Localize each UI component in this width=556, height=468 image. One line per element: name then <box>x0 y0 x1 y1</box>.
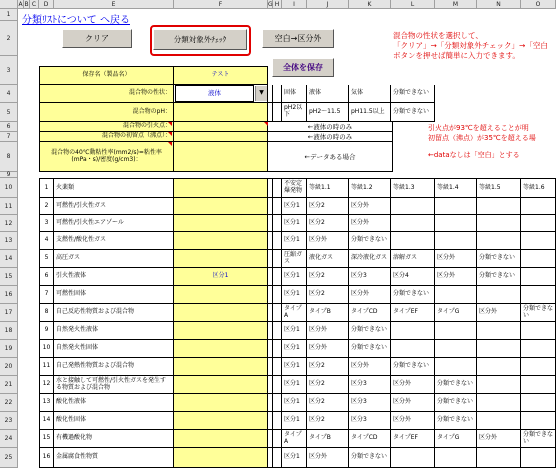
side-note-3: ←dataなしは「空白」とする <box>428 151 520 159</box>
row-header[interactable]: 3 <box>0 56 18 85</box>
category-cell[interactable] <box>477 232 521 250</box>
category-cell[interactable]: 圧縮ガス <box>282 250 307 268</box>
category-cell[interactable]: 区分外 <box>349 358 391 376</box>
row-header[interactable]: 19 <box>0 340 18 358</box>
row-header[interactable]: 9 <box>0 172 18 178</box>
instruction-line-2: 「クリア」→「分類対象外チェック」→「空白 <box>393 41 548 51</box>
category-cell[interactable]: 等級1.3 <box>391 178 435 198</box>
row-header[interactable]: 5 <box>0 103 18 122</box>
category-cell[interactable]: 液化ガス <box>307 250 349 268</box>
hazard-result[interactable] <box>174 448 268 468</box>
category-cell[interactable]: 分類できない <box>435 412 477 430</box>
hazard-name: 可燃性固体 <box>54 286 174 304</box>
spacer-cell <box>273 304 282 322</box>
category-cell[interactable]: 区分2 <box>307 215 349 232</box>
row-header[interactable]: 7 <box>0 132 18 142</box>
category-cell[interactable]: 等級1.4 <box>435 178 477 198</box>
category-cell[interactable] <box>521 376 556 394</box>
spacer-cell <box>273 286 282 304</box>
column-header[interactable]: H <box>273 0 282 9</box>
category-cell[interactable]: 分類できない <box>349 448 391 468</box>
hazard-name: 酸化性固体 <box>54 412 174 430</box>
hazard-number: 12 <box>39 376 54 394</box>
category-cell[interactable]: タイプEF <box>391 304 435 322</box>
row-header[interactable]: 15 <box>0 268 18 286</box>
side-note-2: 初留点（沸点）が35℃を超える場 <box>428 134 536 142</box>
category-cell[interactable]: 分類できない <box>521 430 556 448</box>
row-header[interactable]: 18 <box>0 322 18 340</box>
property-label: 混合物の性状： <box>39 85 174 103</box>
category-cell[interactable] <box>521 286 556 304</box>
category-cell[interactable] <box>435 198 477 215</box>
back-link[interactable]: 分類ﾘｽﾄについて へ戻る <box>22 15 130 26</box>
spacer-cell <box>273 178 282 198</box>
row-header[interactable]: 13 <box>0 232 18 250</box>
category-cell[interactable]: 区分1 <box>282 198 307 215</box>
hazard-number: 11 <box>39 358 54 376</box>
category-cell[interactable]: タイプA <box>282 430 307 448</box>
category-cell[interactable]: 分類できない <box>391 286 435 304</box>
row-header[interactable]: 24 <box>0 430 18 448</box>
category-cell[interactable] <box>477 286 521 304</box>
category-cell[interactable] <box>391 198 435 215</box>
category-cell[interactable] <box>391 448 435 468</box>
hazard-result[interactable] <box>174 322 268 340</box>
hazard-result[interactable] <box>174 250 268 268</box>
category-cell[interactable] <box>521 322 556 340</box>
category-cell[interactable]: 分類できない <box>349 340 391 358</box>
category-cell[interactable]: 区分3 <box>349 268 391 286</box>
category-cell[interactable]: 区分外 <box>307 322 349 340</box>
spacer-cell <box>273 358 282 376</box>
column-header[interactable]: C <box>30 0 39 9</box>
column-header[interactable]: G <box>268 1 273 8</box>
category-cell[interactable]: 区分1 <box>282 448 307 468</box>
hazard-number: 4 <box>39 232 54 250</box>
category-cell[interactable]: 分類できない <box>477 268 521 286</box>
category-cell[interactable]: 区分外 <box>349 215 391 232</box>
viscosity-label: 混合物の40℃動粘性率(mm2/s)=粘性率(mPa・s)/密度(g/cm3)： <box>39 142 174 172</box>
hazard-name: 火薬類 <box>54 178 174 198</box>
state-cell: 分類できない <box>391 85 435 103</box>
spacer-cell <box>273 448 282 468</box>
row-header[interactable]: 10 <box>0 178 18 198</box>
hazard-result[interactable] <box>174 198 268 215</box>
row-header[interactable]: 21 <box>0 376 18 394</box>
category-cell[interactable]: 不安定爆発物 <box>282 178 307 198</box>
row-header[interactable]: 20 <box>0 358 18 376</box>
hazard-name: 自己発熱性物質および混合物 <box>54 358 174 376</box>
boiling-point-input[interactable] <box>174 132 268 142</box>
category-cell[interactable] <box>477 215 521 232</box>
category-cell[interactable]: 分類できない <box>435 394 477 412</box>
category-cell[interactable]: タイプB <box>307 430 349 448</box>
spacer-cell <box>273 322 282 340</box>
state-cell: 固体 <box>282 85 307 103</box>
category-cell[interactable]: 区分外 <box>477 304 521 322</box>
comment-marker-icon[interactable] <box>168 142 172 146</box>
category-cell[interactable]: 区分外 <box>435 268 477 286</box>
instruction-line-1: 混合物の性状を選択して、 <box>393 31 483 40</box>
hazard-result[interactable] <box>174 286 268 304</box>
flash-liquid-note: ←液体の時のみ <box>268 122 393 132</box>
column-header[interactable]: E <box>54 0 174 9</box>
spacer-cell <box>273 85 282 103</box>
spacer-cell <box>273 376 282 394</box>
row-header[interactable]: 12 <box>0 215 18 232</box>
category-cell[interactable]: 溶解ガス <box>391 250 435 268</box>
category-cell[interactable]: 区分1 <box>282 322 307 340</box>
hazard-name: 可燃性/引火性エアゾール <box>54 215 174 232</box>
column-header[interactable]: L <box>391 0 435 9</box>
hazard-number: 10 <box>39 340 54 358</box>
hazard-number: 7 <box>39 286 54 304</box>
instruction-text <box>393 31 556 61</box>
hazard-result[interactable] <box>174 340 268 358</box>
hazard-name: 金属腐食性物質 <box>54 448 174 468</box>
ph-label: 混合物のpH： <box>39 103 174 122</box>
category-cell[interactable] <box>477 198 521 215</box>
row-header[interactable]: 4 <box>0 85 18 103</box>
property-select-value[interactable]: 液体 <box>175 85 254 102</box>
category-cell[interactable]: タイプG <box>435 430 477 448</box>
category-cell[interactable]: 区分外 <box>307 448 349 468</box>
category-cell[interactable]: 区分2 <box>307 412 349 430</box>
category-cell[interactable] <box>391 232 435 250</box>
hazard-number: 3 <box>39 215 54 232</box>
category-cell[interactable]: 区分1 <box>282 394 307 412</box>
boiling-point-label: 混合物の初留点（沸点）： <box>39 132 174 142</box>
category-cell[interactable]: 区分外 <box>307 232 349 250</box>
category-cell[interactable] <box>521 268 556 286</box>
exclusion-check-button[interactable]: 分類対象外ﾁｪｯｸ <box>153 29 247 50</box>
ph-range-cell: 分類できない <box>391 103 435 122</box>
category-cell[interactable] <box>477 448 521 468</box>
column-header[interactable]: M <box>435 0 477 9</box>
category-cell[interactable] <box>391 340 435 358</box>
category-cell[interactable]: 区分1 <box>282 268 307 286</box>
blank-to-out-button[interactable]: 空白→区分外 <box>262 29 334 48</box>
column-header[interactable]: F <box>174 0 268 9</box>
spacer-cell <box>273 430 282 448</box>
category-cell[interactable]: 分類できない <box>349 232 391 250</box>
hazard-number: 1 <box>39 178 54 198</box>
column-header[interactable]: A <box>18 1 23 8</box>
category-cell[interactable] <box>391 322 435 340</box>
comment-marker-icon[interactable] <box>168 122 172 126</box>
category-cell[interactable]: タイプG <box>435 304 477 322</box>
category-cell[interactable] <box>521 412 556 430</box>
category-cell[interactable]: 区分1 <box>282 412 307 430</box>
hazard-name: 自然発火性固体 <box>54 340 174 358</box>
category-cell[interactable] <box>521 448 556 468</box>
category-cell[interactable]: 等級1.1 <box>307 178 349 198</box>
instruction-line-3: ボタンを押せば簡単に入力できます。 <box>393 51 520 61</box>
flash-point-input[interactable] <box>174 122 268 132</box>
category-cell[interactable]: 区分2 <box>307 376 349 394</box>
category-cell[interactable]: 区分2 <box>307 198 349 215</box>
side-note-1: 引火点が93℃を超えることが明 <box>428 124 529 132</box>
row-header[interactable]: 2 <box>0 21 18 56</box>
hazard-result[interactable] <box>174 358 268 376</box>
spacer-cell <box>273 215 282 232</box>
ph-range-cell: pH11.5以上 <box>349 103 391 122</box>
hazard-number: 6 <box>39 268 54 286</box>
row-header[interactable]: 1 <box>0 9 18 21</box>
category-cell[interactable]: 分類できない <box>521 304 556 322</box>
hazard-name: 支燃性/酸化性ガス <box>54 232 174 250</box>
flash-point-label: 混合物の引火点： <box>39 122 174 132</box>
hazard-number: 14 <box>39 412 54 430</box>
category-cell[interactable] <box>521 340 556 358</box>
data-exists-note: ←データある場合 <box>268 142 393 172</box>
category-cell[interactable]: 区分外 <box>435 250 477 268</box>
category-cell[interactable]: 区分外 <box>477 430 521 448</box>
category-cell[interactable]: 区分2 <box>307 286 349 304</box>
category-cell[interactable]: 区分4 <box>391 268 435 286</box>
category-cell[interactable]: 区分3 <box>349 376 391 394</box>
category-cell[interactable]: 等級1.6 <box>521 178 556 198</box>
category-cell[interactable]: 分類できない <box>391 358 435 376</box>
category-cell[interactable]: 区分2 <box>307 268 349 286</box>
category-cell[interactable] <box>391 215 435 232</box>
boiling-liquid-note: ←液体の時のみ <box>268 132 393 142</box>
category-cell[interactable]: 区分1 <box>282 215 307 232</box>
hazard-number: 2 <box>39 198 54 215</box>
hazard-result[interactable] <box>174 304 268 322</box>
comment-marker-icon[interactable] <box>168 132 172 136</box>
spacer-cell <box>273 232 282 250</box>
category-cell[interactable]: 区分外 <box>391 376 435 394</box>
hazard-name: 高圧ガス <box>54 250 174 268</box>
hazard-name: 有機過酸化物 <box>54 430 174 448</box>
category-cell[interactable]: 区分外 <box>349 198 391 215</box>
hazard-result[interactable] <box>174 394 268 412</box>
product-name-label: 保存名（製品名） <box>39 66 174 85</box>
spacer-cell <box>273 268 282 286</box>
ph-input[interactable] <box>174 103 268 122</box>
category-cell[interactable]: 区分外 <box>349 286 391 304</box>
row-header[interactable]: 23 <box>0 412 18 430</box>
save-all-button[interactable]: 全体を保存 <box>272 58 334 77</box>
spacer-cell <box>273 394 282 412</box>
category-cell[interactable] <box>477 376 521 394</box>
spacer-cell <box>273 412 282 430</box>
category-cell[interactable]: 区分外 <box>391 412 435 430</box>
row-header[interactable]: 25 <box>0 448 18 468</box>
hazard-result[interactable] <box>174 412 268 430</box>
category-cell[interactable]: 区分1 <box>282 286 307 304</box>
category-cell[interactable]: 深冷液化ガス <box>349 250 391 268</box>
hazard-name: 酸化性液体 <box>54 394 174 412</box>
category-cell[interactable] <box>521 358 556 376</box>
category-cell[interactable]: 区分1 <box>282 232 307 250</box>
hazard-number: 5 <box>39 250 54 268</box>
column-header[interactable]: N <box>477 0 521 9</box>
hazard-name: 自然発火性液体 <box>54 322 174 340</box>
property-select[interactable] <box>174 85 268 103</box>
category-cell[interactable]: 区分1 <box>282 358 307 376</box>
category-cell[interactable] <box>521 232 556 250</box>
product-name-value[interactable]: テスト <box>174 66 268 85</box>
category-cell[interactable] <box>477 412 521 430</box>
column-header[interactable]: K <box>349 0 391 9</box>
category-cell[interactable]: 分類できない <box>435 376 477 394</box>
column-header[interactable]: D <box>39 0 54 9</box>
spacer-cell <box>273 198 282 215</box>
hazard-name: 可燃性/引火性ガス <box>54 198 174 215</box>
row-header[interactable]: 17 <box>0 304 18 322</box>
hazard-result[interactable] <box>174 376 268 394</box>
row-header[interactable]: 6 <box>0 122 18 132</box>
category-cell[interactable]: タイプA <box>282 304 307 322</box>
category-cell[interactable] <box>477 358 521 376</box>
category-cell[interactable]: 区分外 <box>307 340 349 358</box>
category-cell[interactable] <box>435 358 477 376</box>
sheet-corner[interactable] <box>0 0 18 9</box>
category-cell[interactable] <box>521 198 556 215</box>
category-cell[interactable]: 分類できない <box>349 322 391 340</box>
state-cell: 気体 <box>349 85 391 103</box>
viscosity-input[interactable] <box>174 142 268 172</box>
hazard-number: 16 <box>39 448 54 468</box>
category-cell[interactable]: 区分2 <box>307 358 349 376</box>
category-cell[interactable] <box>521 250 556 268</box>
spacer-cell <box>273 103 282 122</box>
category-cell[interactable] <box>521 215 556 232</box>
ph-range-cell: pH2～11.5 <box>307 103 349 122</box>
hazard-number: 9 <box>39 322 54 340</box>
category-cell[interactable]: 区分1 <box>282 376 307 394</box>
category-cell[interactable] <box>435 340 477 358</box>
chevron-down-icon[interactable]: ▼ <box>255 86 267 101</box>
category-cell[interactable]: タイプEF <box>391 430 435 448</box>
column-header[interactable]: J <box>307 0 349 9</box>
clear-button[interactable]: クリア <box>62 29 132 48</box>
hazard-name: 引火性液体 <box>54 268 174 286</box>
row-header[interactable]: 14 <box>0 250 18 268</box>
hazard-result[interactable]: 区分1 <box>174 268 268 286</box>
category-cell[interactable]: 区分2 <box>307 394 349 412</box>
column-header[interactable]: I <box>282 0 307 9</box>
category-cell[interactable] <box>521 394 556 412</box>
category-cell[interactable]: 等級1.2 <box>349 178 391 198</box>
ph-range-cell: pH2以下 <box>282 103 307 122</box>
category-cell[interactable] <box>435 232 477 250</box>
state-cell: 液体 <box>307 85 349 103</box>
hazard-number: 13 <box>39 394 54 412</box>
hazard-result[interactable] <box>174 430 268 448</box>
column-header[interactable]: B <box>24 1 29 8</box>
hazard-result[interactable] <box>174 215 268 232</box>
hazard-number: 15 <box>39 430 54 448</box>
category-cell[interactable] <box>477 394 521 412</box>
hazard-name: 水と接触して可燃性/引火性ガスを発生する物質および混合物 <box>54 376 174 394</box>
category-cell[interactable] <box>435 286 477 304</box>
category-cell[interactable]: 区分1 <box>282 340 307 358</box>
hazard-name: 自己反応性物質および混合物 <box>54 304 174 322</box>
row-header[interactable]: 11 <box>0 198 18 215</box>
category-cell[interactable] <box>435 322 477 340</box>
category-cell[interactable] <box>477 340 521 358</box>
category-cell[interactable]: タイプCD <box>349 304 391 322</box>
category-cell[interactable]: 区分3 <box>349 412 391 430</box>
hazard-result[interactable] <box>174 178 268 198</box>
category-cell[interactable]: 区分3 <box>349 394 391 412</box>
column-header[interactable]: O <box>521 0 556 9</box>
category-cell[interactable]: 分類できない <box>477 250 521 268</box>
category-cell[interactable]: 区分外 <box>391 394 435 412</box>
category-cell[interactable]: 等級1.5 <box>477 178 521 198</box>
category-cell[interactable]: タイプCD <box>349 430 391 448</box>
category-cell[interactable] <box>435 215 477 232</box>
spacer-cell <box>273 340 282 358</box>
hazard-number: 8 <box>39 304 54 322</box>
row-header[interactable]: 16 <box>0 286 18 304</box>
category-cell[interactable]: タイプB <box>307 304 349 322</box>
category-cell[interactable] <box>435 448 477 468</box>
category-cell[interactable] <box>477 322 521 340</box>
row-header[interactable]: 22 <box>0 394 18 412</box>
hazard-result[interactable] <box>174 232 268 250</box>
row-header[interactable]: 8 <box>0 142 18 172</box>
spacer-cell <box>273 250 282 268</box>
